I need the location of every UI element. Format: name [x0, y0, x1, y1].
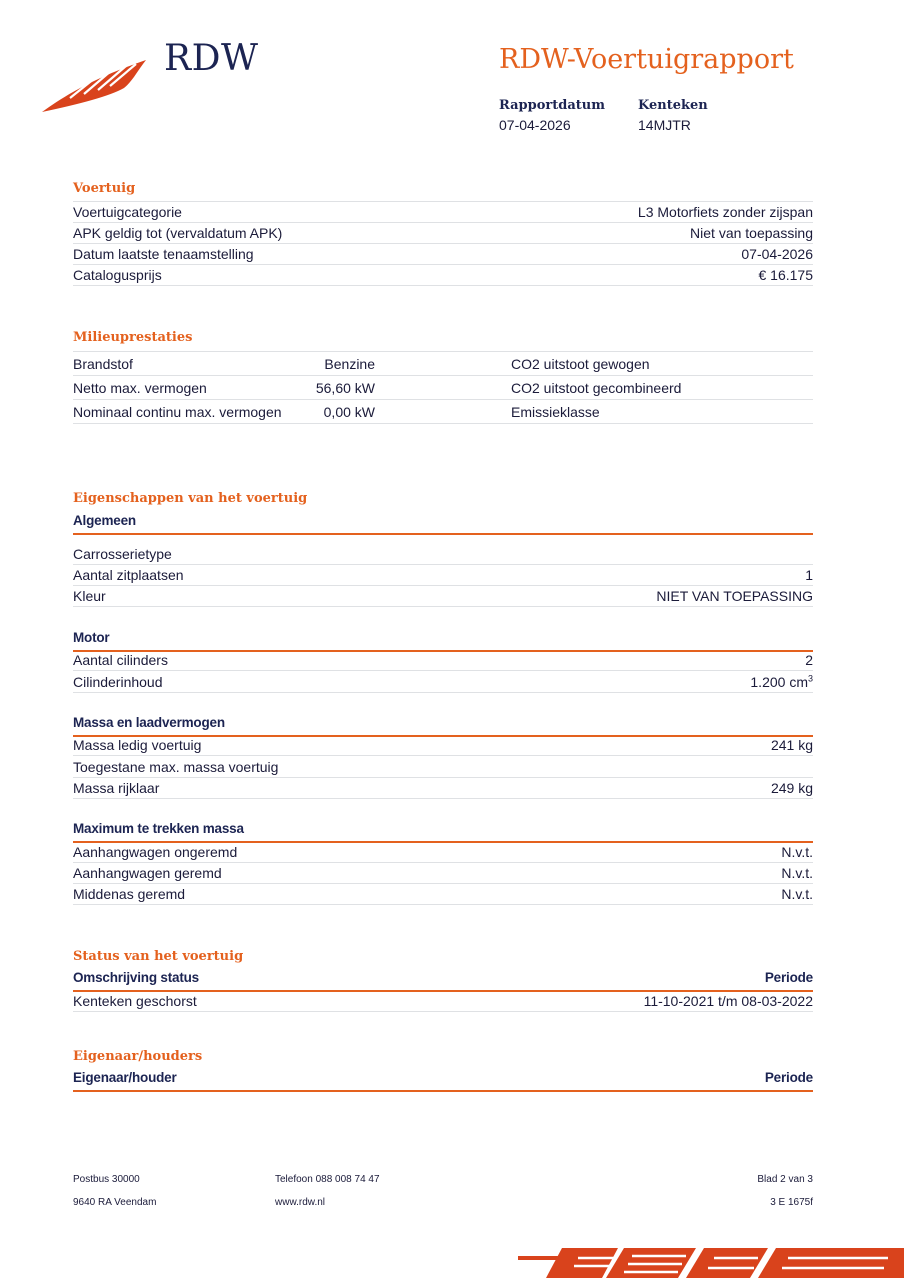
- row-label: Brandstof: [73, 355, 133, 372]
- section-title-status: Status van het voertuig: [73, 949, 244, 964]
- row-label: Kenteken geschorst: [73, 992, 197, 1009]
- section-title-eigenaar: Eigenaar/houders: [73, 1049, 203, 1064]
- row-label: Kleur: [73, 588, 106, 604]
- unit-superscript: 3: [807, 672, 813, 683]
- rdw-logo: [40, 38, 260, 118]
- subhead-trekken: [73, 821, 813, 843]
- footer-page: Blad 2 van 3: [757, 1174, 813, 1185]
- footer-address-1: Postbus 30000: [73, 1174, 140, 1185]
- table-row: [73, 650, 813, 671]
- row-value: N.v.t.: [781, 886, 813, 902]
- plate-label: Kenteken: [638, 98, 708, 113]
- table-row: [73, 586, 813, 607]
- row-label: Aanhangwagen geremd: [73, 865, 222, 881]
- table-row: [73, 756, 813, 778]
- report-date-block: [499, 98, 605, 133]
- row-label: Toegestane max. massa voertuig: [73, 758, 279, 775]
- logo-text: RDW: [164, 38, 259, 79]
- row-value: 1.200 cm: [750, 673, 808, 690]
- row-value: NIET VAN TOEPASSING: [656, 588, 813, 604]
- row-value: 0,00 kW: [323, 403, 375, 420]
- subhead-label: Maximum te trekken massa: [73, 821, 244, 836]
- row-label: Massa rijklaar: [73, 780, 160, 796]
- plate-value: 14MJTR: [638, 117, 691, 133]
- subhead-massa: [73, 715, 813, 737]
- row-value: N.v.t.: [781, 844, 813, 860]
- table-row: [73, 735, 813, 756]
- subhead-label: Eigenaar/houder: [73, 1070, 177, 1085]
- table-row: [73, 244, 813, 265]
- row-value: 1: [805, 567, 813, 583]
- subhead-status: [73, 970, 813, 992]
- row-value: Benzine: [324, 355, 375, 372]
- row-label: Aanhangwagen ongeremd: [73, 844, 238, 860]
- row-label: Cilinderinhoud: [73, 673, 163, 690]
- row-value: 249 kg: [770, 780, 813, 796]
- table-row: [73, 884, 813, 905]
- subhead-label: Motor: [73, 630, 110, 645]
- row-value: N.v.t.: [781, 865, 813, 881]
- algemeen-table: [73, 543, 813, 607]
- row-value: L3 Motorfiets zonder zijspan: [637, 204, 813, 220]
- status-table: [73, 990, 813, 1012]
- table-row: [73, 202, 813, 223]
- table-row: [73, 990, 813, 1012]
- row-label: Netto max. vermogen: [73, 379, 207, 396]
- subhead-label: Massa en laadvermogen: [73, 715, 225, 730]
- massa-table: [73, 735, 813, 799]
- subhead-label: Algemeen: [73, 513, 136, 528]
- row-label: Massa ledig voertuig: [73, 737, 202, 753]
- trekken-table: [73, 842, 813, 905]
- table-row: [73, 863, 813, 884]
- table-row: [73, 842, 813, 863]
- table-row: [73, 352, 813, 376]
- footer-code: 3 E 1675f: [770, 1197, 813, 1208]
- row-label: Catalogusprijs: [73, 267, 162, 283]
- subhead-label: Omschrijving status: [73, 970, 199, 985]
- section-title-eigenschappen: Eigenschappen van het voertuig: [73, 491, 308, 506]
- row-label-secondary: CO2 uitstoot gewogen: [511, 355, 650, 372]
- row-label: Aantal cilinders: [73, 652, 168, 668]
- row-value: 241 kg: [770, 737, 813, 753]
- rdw-feather-logo-icon: [40, 52, 150, 114]
- row-value-with-unit: [750, 674, 813, 690]
- row-label: APK geldig tot (vervaldatum APK): [73, 225, 283, 241]
- footer-web: www.rdw.nl: [275, 1197, 326, 1208]
- plate-block: [638, 98, 708, 133]
- row-label: Voertuigcategorie: [73, 204, 182, 220]
- table-row: [73, 376, 813, 400]
- section-title-voertuig: Voertuig: [73, 181, 136, 196]
- voertuig-table: [73, 201, 813, 286]
- row-label-secondary: CO2 uitstoot gecombineerd: [511, 379, 682, 396]
- row-label: Middenas geremd: [73, 886, 186, 902]
- row-label-secondary: Emissieklasse: [511, 403, 600, 420]
- row-label: Aantal zitplaatsen: [73, 567, 184, 583]
- row-value: Niet van toepassing: [690, 225, 813, 241]
- subhead-motor: [73, 630, 813, 652]
- footer-phone: Telefoon 088 008 74 47: [275, 1174, 380, 1185]
- row-label: Carrosserietype: [73, 545, 172, 562]
- table-row: [73, 223, 813, 244]
- subhead-label-right: Periode: [764, 970, 813, 985]
- table-row: [73, 543, 813, 565]
- report-date-value: 07-04-2026: [499, 117, 571, 133]
- row-label: Datum laatste tenaamstelling: [73, 246, 254, 262]
- row-value: 2: [805, 652, 813, 668]
- subhead-eigenaar: [73, 1070, 813, 1092]
- table-row: [73, 265, 813, 286]
- subhead-algemeen: [73, 513, 813, 535]
- rdw-stripes-icon: [518, 1244, 904, 1280]
- table-row: [73, 778, 813, 799]
- report-title: RDW-Voertuigrapport: [499, 44, 794, 75]
- motor-table: [73, 650, 813, 693]
- section-title-milieu: Milieuprestaties: [73, 330, 193, 345]
- row-label: Nominaal continu max. vermogen: [73, 403, 282, 420]
- row-value: 11-10-2021 t/m 08-03-2022: [643, 992, 813, 1009]
- milieu-table: [73, 351, 813, 424]
- report-date-label: Rapportdatum: [499, 98, 605, 113]
- row-value: 07-04-2026: [741, 246, 813, 262]
- row-value: 56,60 kW: [315, 379, 375, 396]
- subhead-label-right: Periode: [764, 1070, 813, 1085]
- table-row: [73, 565, 813, 586]
- footer-address-2: 9640 RA Veendam: [73, 1197, 157, 1208]
- table-row: [73, 400, 813, 424]
- table-row: [73, 671, 813, 693]
- row-value: € 16.175: [758, 267, 813, 283]
